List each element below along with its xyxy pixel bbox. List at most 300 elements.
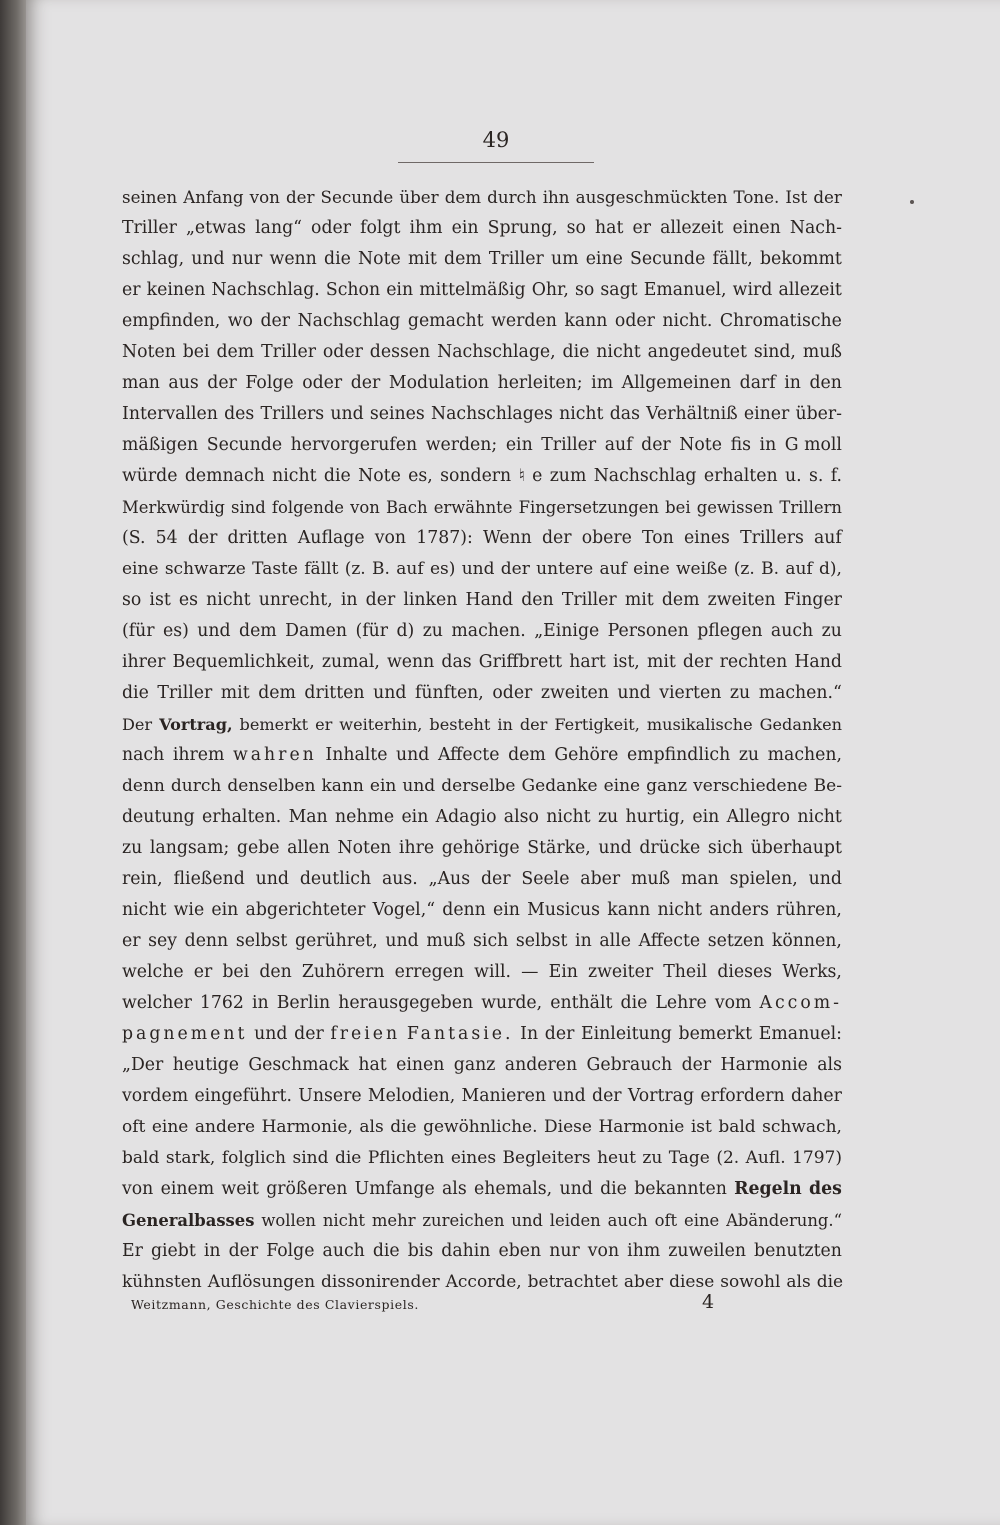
word: zum bbox=[549, 466, 587, 486]
word: ein bbox=[401, 807, 429, 827]
word: Gebrauch bbox=[586, 1055, 673, 1075]
word: mit bbox=[624, 590, 654, 610]
text-line bbox=[122, 957, 842, 988]
word: nach bbox=[122, 745, 165, 765]
word: Emanuel, bbox=[643, 280, 727, 300]
body-text bbox=[122, 182, 842, 1298]
word: enthält bbox=[550, 993, 613, 1013]
word: zu bbox=[821, 621, 842, 641]
word: man bbox=[680, 869, 719, 889]
word: dem bbox=[216, 342, 255, 362]
word: bei bbox=[222, 962, 250, 982]
word: benutzten bbox=[754, 1241, 842, 1261]
word: 1762 bbox=[199, 993, 244, 1013]
word: heut bbox=[597, 1148, 636, 1168]
word: auf bbox=[814, 528, 842, 548]
word: eingeführt. bbox=[194, 1086, 292, 1106]
word: ihn bbox=[542, 187, 570, 207]
word: der bbox=[681, 1055, 712, 1075]
word: muß bbox=[631, 869, 671, 889]
word: Aufl. bbox=[745, 1148, 786, 1168]
word: weiße bbox=[676, 559, 728, 579]
word: erwähnte bbox=[433, 498, 513, 517]
word: Allegro bbox=[726, 807, 791, 827]
word: erregen bbox=[394, 962, 465, 982]
footer-note: Weitzmann, Geschichte des Clavierspiels. bbox=[131, 1297, 419, 1312]
word: zumal, bbox=[321, 652, 380, 672]
word: Triller bbox=[541, 435, 597, 455]
word: ein bbox=[211, 900, 239, 920]
word: nicht bbox=[272, 466, 317, 486]
text-line bbox=[122, 461, 842, 492]
word: zu bbox=[729, 683, 751, 703]
word: Inhalte bbox=[325, 745, 388, 765]
word: er bbox=[122, 280, 141, 300]
word: pagnement bbox=[122, 1024, 248, 1044]
word: den bbox=[521, 590, 554, 610]
word: werden; bbox=[425, 435, 498, 455]
word: können, bbox=[771, 931, 842, 951]
word: wurde, bbox=[481, 993, 543, 1013]
word: zweiter bbox=[588, 962, 654, 982]
word: von bbox=[249, 187, 280, 207]
word: mäßigen bbox=[122, 435, 199, 455]
word: der bbox=[544, 1024, 575, 1044]
word: ein bbox=[369, 776, 397, 796]
word: empfinden, bbox=[122, 311, 221, 331]
word: gewissen bbox=[696, 498, 774, 517]
word: untere bbox=[536, 559, 594, 579]
word: und bbox=[191, 249, 225, 269]
word: auf bbox=[599, 559, 627, 579]
word: mehr bbox=[371, 1211, 416, 1230]
word: Er bbox=[122, 1241, 143, 1261]
word: f. bbox=[830, 466, 842, 486]
word: zureichen bbox=[422, 1211, 505, 1230]
word: Tage bbox=[668, 1148, 710, 1168]
word: Tone. bbox=[733, 187, 780, 207]
word: 1797) bbox=[792, 1148, 842, 1168]
word: Fingersetzungen bbox=[518, 498, 659, 517]
word: sey bbox=[148, 931, 177, 951]
word: Affecte bbox=[638, 931, 701, 951]
word: dem bbox=[444, 187, 482, 207]
word: Nach- bbox=[789, 218, 842, 238]
word: unrecht, bbox=[258, 590, 333, 610]
word: der bbox=[260, 311, 291, 331]
word: seinen bbox=[122, 187, 178, 207]
word: er bbox=[122, 931, 141, 951]
word: u. bbox=[784, 466, 802, 486]
word: oder bbox=[492, 683, 533, 703]
word: Vogel,“ bbox=[372, 900, 436, 920]
word: mit bbox=[646, 652, 676, 672]
word: Accorde, bbox=[445, 1272, 522, 1292]
word: ist, bbox=[612, 652, 640, 672]
word: Geschmack bbox=[248, 1055, 349, 1075]
word: er bbox=[193, 962, 213, 982]
word: ist bbox=[149, 590, 171, 610]
word: bald bbox=[122, 1148, 160, 1168]
text-line bbox=[122, 554, 842, 585]
word: und bbox=[254, 1024, 288, 1044]
word: nur bbox=[231, 249, 263, 269]
page-number: 49 bbox=[482, 128, 510, 152]
word: und bbox=[373, 683, 407, 703]
word: allezeit bbox=[778, 280, 842, 300]
word: die bbox=[600, 1179, 627, 1199]
word: Der bbox=[122, 715, 153, 734]
word: anderen bbox=[504, 1055, 578, 1075]
word: Fantasie. bbox=[406, 1024, 514, 1044]
word: oft bbox=[654, 1211, 678, 1230]
word: auch bbox=[322, 1241, 365, 1261]
word: in bbox=[497, 715, 513, 734]
word: eine bbox=[151, 1117, 189, 1137]
word: erfordern bbox=[700, 1086, 785, 1106]
word: 1787): bbox=[416, 528, 473, 548]
word: nicht bbox=[122, 900, 167, 920]
word: Accom- bbox=[759, 993, 842, 1013]
word: daher bbox=[790, 1086, 842, 1106]
word: nur bbox=[549, 1241, 580, 1261]
word: oder bbox=[302, 373, 343, 393]
word: 54 bbox=[155, 528, 178, 548]
word: ♮ bbox=[518, 466, 525, 486]
word: Pflichten bbox=[367, 1148, 445, 1168]
word: oder bbox=[322, 342, 363, 362]
word: vordem bbox=[122, 1086, 189, 1106]
word: besteht bbox=[429, 715, 491, 734]
word: ihm bbox=[627, 1241, 661, 1261]
word: Berlin bbox=[276, 993, 331, 1013]
word: und bbox=[617, 683, 651, 703]
word: bald bbox=[718, 1117, 756, 1137]
word: eine bbox=[603, 776, 641, 796]
word: erhalten. bbox=[202, 807, 282, 827]
word: sowohl bbox=[720, 1272, 781, 1292]
word: der bbox=[294, 1024, 324, 1044]
word: als bbox=[786, 1272, 811, 1292]
word: Nachschlag bbox=[297, 311, 401, 331]
word: Gehöre bbox=[554, 745, 619, 765]
word: Werks, bbox=[782, 962, 842, 982]
word: der bbox=[682, 652, 713, 672]
word: Melodien, bbox=[367, 1086, 456, 1106]
word: Verhältniß bbox=[646, 404, 738, 424]
word: Regeln bbox=[734, 1179, 802, 1199]
word: auf bbox=[604, 435, 633, 455]
word: Finger bbox=[783, 590, 842, 610]
word: und bbox=[598, 838, 632, 858]
word: der bbox=[365, 590, 396, 610]
word: nicht bbox=[559, 404, 604, 424]
word: Affecte bbox=[437, 745, 500, 765]
word: der bbox=[350, 373, 381, 393]
word: wird bbox=[732, 280, 773, 300]
word: welcher bbox=[122, 993, 192, 1013]
text-line bbox=[122, 275, 842, 306]
word: In bbox=[520, 1024, 539, 1044]
word: Trillers bbox=[260, 404, 325, 424]
text-line bbox=[122, 430, 842, 461]
word: es) bbox=[429, 559, 456, 579]
word: giebt bbox=[150, 1241, 196, 1261]
word: von bbox=[350, 498, 380, 517]
word: G moll bbox=[784, 435, 842, 455]
word: denselben bbox=[227, 776, 316, 796]
word: bemerkt bbox=[239, 715, 309, 734]
word: der bbox=[519, 715, 548, 734]
word: Bach bbox=[385, 498, 428, 517]
word: kann bbox=[321, 776, 364, 796]
word: fällt, bbox=[712, 249, 753, 269]
word: Seele bbox=[521, 869, 570, 889]
word: vierten bbox=[659, 683, 722, 703]
word: den bbox=[259, 962, 292, 982]
word: Ein bbox=[548, 962, 578, 982]
word: allen bbox=[287, 838, 330, 858]
word: bei bbox=[665, 498, 691, 517]
text-line bbox=[122, 337, 842, 368]
word: selbst bbox=[235, 931, 288, 951]
word: nicht bbox=[657, 900, 702, 920]
text-line bbox=[122, 585, 842, 616]
word: Stärke, bbox=[527, 838, 591, 858]
word: Triller bbox=[122, 218, 177, 238]
text-line bbox=[122, 1050, 842, 1081]
word: d) bbox=[396, 621, 415, 641]
word: nicht bbox=[596, 342, 641, 362]
word: auf bbox=[785, 559, 813, 579]
word: in bbox=[203, 1241, 221, 1261]
text-line bbox=[122, 709, 842, 740]
word: (für bbox=[122, 621, 155, 641]
word: der bbox=[187, 528, 218, 548]
word: Noten bbox=[337, 838, 392, 858]
word: B. bbox=[761, 559, 779, 579]
word: sich bbox=[473, 931, 509, 951]
word: die bbox=[390, 1117, 417, 1137]
word: und bbox=[255, 869, 289, 889]
word: bei bbox=[182, 342, 210, 362]
word: würde bbox=[122, 466, 178, 486]
word: Bequemlichkeit, bbox=[172, 652, 315, 672]
word: Emanuel: bbox=[758, 1024, 842, 1044]
word: und bbox=[552, 1086, 586, 1106]
word: nicht bbox=[322, 1211, 365, 1230]
word: Vortrag bbox=[627, 1086, 695, 1106]
word: fünften, bbox=[414, 683, 484, 703]
text-line bbox=[122, 523, 842, 554]
word: weiterhin, bbox=[339, 715, 423, 734]
word: spielen, bbox=[729, 869, 798, 889]
word: der bbox=[285, 187, 315, 207]
word: e bbox=[532, 466, 543, 486]
word: sagt bbox=[600, 280, 638, 300]
word: verschiedene bbox=[693, 776, 808, 796]
word: machen, bbox=[767, 745, 842, 765]
word: im bbox=[591, 373, 614, 393]
word: oder bbox=[311, 218, 352, 238]
word: Wenn bbox=[482, 528, 532, 548]
word: betrachtet bbox=[527, 1272, 618, 1292]
text-line bbox=[122, 802, 842, 833]
word: Triller bbox=[157, 683, 213, 703]
word: mit bbox=[220, 683, 250, 703]
word: aber bbox=[580, 869, 621, 889]
word: auch bbox=[607, 1211, 648, 1230]
word: ein bbox=[493, 900, 520, 920]
word: „Aus bbox=[428, 869, 471, 889]
word: bekannten bbox=[634, 1179, 727, 1199]
word: folglich bbox=[221, 1148, 287, 1168]
word: es bbox=[178, 590, 199, 610]
word: wenn bbox=[387, 652, 435, 672]
word: der bbox=[813, 187, 842, 207]
word: will. bbox=[474, 962, 512, 982]
word: zu bbox=[597, 807, 619, 827]
word: schwarze bbox=[164, 559, 246, 579]
word: demnach bbox=[184, 466, 265, 486]
word: Sprung, bbox=[487, 218, 558, 238]
signature-mark: 4 bbox=[702, 1291, 715, 1313]
word: Folge bbox=[266, 1241, 315, 1261]
word: gemacht bbox=[407, 311, 484, 331]
text-line bbox=[122, 1081, 842, 1112]
word: ihre bbox=[398, 838, 435, 858]
word: größeren bbox=[266, 1179, 348, 1199]
word: es) bbox=[162, 621, 189, 641]
word: pflegen bbox=[697, 621, 763, 641]
word: dritten bbox=[304, 683, 365, 703]
word: Secunde bbox=[206, 435, 283, 455]
word: also bbox=[503, 807, 539, 827]
word: einen bbox=[732, 218, 781, 238]
word: leiden bbox=[549, 1211, 601, 1230]
word: nehme bbox=[335, 807, 395, 827]
word: wahren bbox=[232, 745, 317, 765]
word: es, bbox=[408, 466, 433, 486]
word: dieses bbox=[717, 962, 773, 982]
word: die bbox=[324, 249, 351, 269]
word: und bbox=[511, 1211, 543, 1230]
word: schwach, bbox=[762, 1117, 842, 1137]
word: einen bbox=[396, 1055, 445, 1075]
word: „Der bbox=[122, 1055, 164, 1075]
text-line bbox=[122, 1112, 842, 1143]
word: sondern bbox=[440, 466, 512, 486]
word: ist bbox=[690, 1117, 712, 1137]
word: man bbox=[122, 373, 160, 393]
word: Be- bbox=[813, 776, 842, 796]
word: einer bbox=[743, 404, 790, 424]
word: freien bbox=[330, 1024, 401, 1044]
word: Chromatische bbox=[719, 311, 842, 331]
word: ganz bbox=[646, 776, 688, 796]
word: nicht bbox=[546, 807, 591, 827]
word: so bbox=[575, 280, 595, 300]
word: zweiten bbox=[540, 683, 609, 703]
text-line bbox=[122, 1205, 842, 1236]
word: eine bbox=[633, 559, 670, 579]
word: „Einige bbox=[534, 621, 600, 641]
word: und bbox=[385, 931, 419, 951]
word: drücke bbox=[639, 838, 701, 858]
word: sind bbox=[231, 498, 266, 517]
text-line bbox=[122, 1174, 842, 1205]
word: langsam; bbox=[149, 838, 230, 858]
word: gebe bbox=[236, 838, 280, 858]
word: die bbox=[562, 342, 590, 362]
text-line bbox=[122, 399, 842, 430]
word: ehemals, bbox=[474, 1179, 553, 1199]
word: zu bbox=[738, 745, 760, 765]
word: gehörige bbox=[441, 838, 520, 858]
word: um bbox=[550, 249, 579, 269]
word: eines bbox=[683, 528, 730, 548]
text-line bbox=[122, 988, 842, 1019]
word: Intervallen bbox=[122, 404, 218, 424]
word: Auflösungen bbox=[207, 1272, 316, 1292]
word: bemerkt bbox=[678, 1024, 753, 1044]
word: Triller bbox=[488, 249, 544, 269]
text-line bbox=[122, 306, 842, 337]
word: lang“ bbox=[255, 218, 302, 238]
word: aber bbox=[623, 1272, 664, 1292]
word: und bbox=[808, 869, 842, 889]
text-line bbox=[122, 1236, 842, 1267]
word: Nachschlage, bbox=[437, 342, 556, 362]
word: seines bbox=[369, 404, 425, 424]
word: dem bbox=[661, 590, 700, 610]
word: Folge bbox=[245, 373, 294, 393]
word: Umfange bbox=[354, 1179, 435, 1199]
word: (z. bbox=[733, 559, 755, 579]
word: „etwas bbox=[185, 218, 247, 238]
text-line bbox=[122, 895, 842, 926]
word: des bbox=[809, 1179, 842, 1199]
word: dem bbox=[239, 621, 277, 641]
word: Abänderung.“ bbox=[726, 1211, 842, 1230]
word: dritten bbox=[227, 528, 288, 548]
word: setzen bbox=[707, 931, 765, 951]
word: selbst bbox=[515, 931, 568, 951]
word: der bbox=[480, 869, 511, 889]
word: denn bbox=[184, 931, 229, 951]
word: bekommt bbox=[759, 249, 842, 269]
text-line bbox=[122, 864, 842, 895]
word: nicht bbox=[206, 590, 251, 610]
word: zu bbox=[642, 1148, 663, 1168]
word: und bbox=[396, 745, 430, 765]
word: Zuhörern bbox=[301, 962, 385, 982]
word: auf bbox=[396, 559, 424, 579]
word: das bbox=[609, 404, 640, 424]
word: folgt bbox=[360, 218, 401, 238]
word: Einleitung bbox=[581, 1024, 672, 1044]
word: dem bbox=[258, 683, 296, 703]
word: obere bbox=[581, 528, 632, 548]
word: als bbox=[359, 1117, 384, 1137]
word: ihrer bbox=[122, 652, 166, 672]
word: musikalische bbox=[646, 715, 753, 734]
word: Vortrag, bbox=[159, 715, 233, 734]
word: (z. bbox=[344, 559, 366, 579]
word: Fertigkeit, bbox=[554, 715, 640, 734]
word: Triller bbox=[561, 590, 617, 610]
word: muß bbox=[426, 931, 466, 951]
